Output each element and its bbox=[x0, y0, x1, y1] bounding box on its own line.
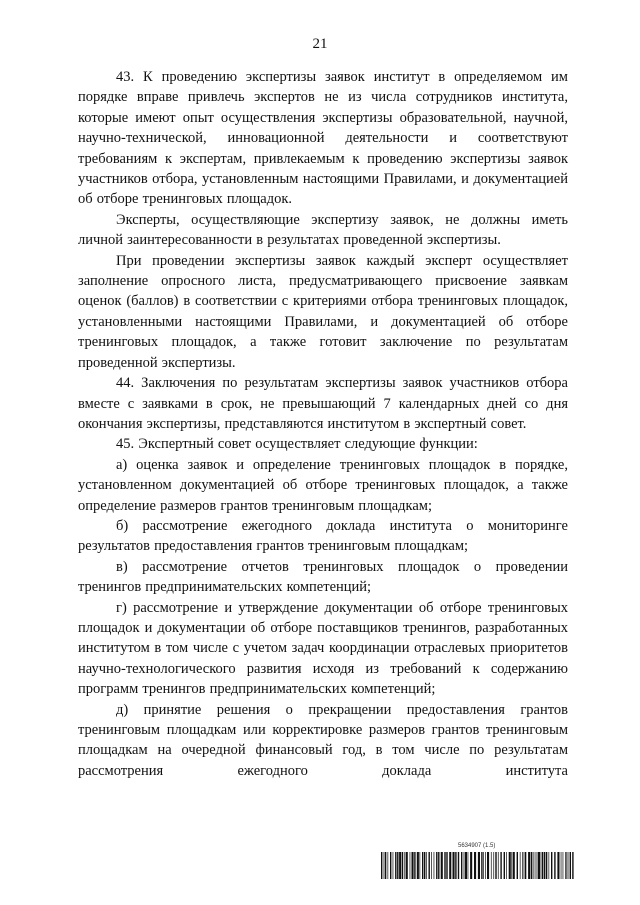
barcode-bar bbox=[493, 852, 494, 879]
barcode-bar bbox=[561, 852, 562, 879]
barcode-bar bbox=[487, 852, 489, 879]
barcode-bar bbox=[538, 852, 540, 879]
barcode-bar bbox=[563, 852, 564, 879]
barcode-bar bbox=[522, 852, 523, 879]
barcode-bar bbox=[412, 852, 414, 879]
barcode-bar bbox=[568, 852, 569, 879]
page-number: 21 bbox=[312, 36, 328, 52]
barcode-bar bbox=[513, 852, 515, 879]
barcode-bar bbox=[422, 852, 423, 879]
barcode-bar bbox=[447, 852, 448, 879]
paragraph-43: 43. К проведению экспертизы заявок институт в определяемом им порядке вправе привлечь экспертов не из числа сотрудников института, которые имеют опыт осуществления экспертизы образовательной, научной, научно-технической, инновационной деятельности и соответствуют требованиям к экспертам, привлекаемым к проведению экспертизы заявок участников отбора, установленным настоящими Правилами, и документацией об отборе тренинговых площадок. bbox=[78, 69, 568, 208]
barcode-bar bbox=[524, 852, 525, 879]
barcode-bar bbox=[565, 852, 566, 879]
barcode-bar bbox=[481, 852, 482, 879]
barcode-bar bbox=[517, 852, 518, 879]
barcode-bar bbox=[509, 852, 511, 879]
barcode-bar bbox=[436, 852, 437, 879]
barcode-bar bbox=[429, 852, 430, 879]
barcode-bar bbox=[384, 852, 385, 879]
barcode-bar bbox=[402, 852, 403, 879]
list-item-g: г) рассмотрение и утверждение документации об отборе тренинговых площадок и документации об отборе поставщиков тренингов, разработанных институтом в том числе с учетом задач координации отраслевых приоритетов научно-технологического развития исходя из требований к содержанию программ тренингов предпринимательских компетенций; bbox=[78, 599, 568, 698]
barcode-bar bbox=[541, 852, 542, 879]
barcode-bar bbox=[478, 852, 480, 879]
barcode-bar bbox=[445, 852, 446, 879]
barcode-bar bbox=[441, 852, 443, 879]
barcode-bar bbox=[404, 852, 405, 879]
barcode-bar bbox=[468, 852, 469, 879]
document-body bbox=[78, 67, 568, 781]
barcode-bar bbox=[434, 852, 435, 879]
barcode-bar bbox=[528, 852, 530, 879]
paragraph-questionnaire: При проведении экспертизы заявок каждый эксперт осуществляет заполнение опросного листа, предусматривающего присвоение заявкам оценок (баллов) в соответствии с критериями отбора тренинговых площадок, установленными настоящими Правилами, и документацией об отборе тренинговых площадок, а также готовит заключение по результатам проведенной экспертизы. bbox=[78, 252, 568, 371]
barcode-bar bbox=[546, 852, 547, 879]
barcode-bar bbox=[495, 852, 496, 879]
barcode-bar bbox=[525, 852, 526, 879]
barcode-bar bbox=[453, 852, 455, 879]
barcode-label: 5634907 (1.5) bbox=[458, 843, 496, 849]
barcode-bar bbox=[491, 852, 492, 879]
barcode-bar bbox=[458, 852, 459, 879]
barcode-bar bbox=[483, 852, 484, 879]
list-item-a: а) оценка заявок и определение тренинговых площадок в порядке, установленном документацией об отборе тренинговых площадок, а также определение размеров грантов тренинговым площадкам; bbox=[78, 456, 568, 514]
barcode-bar bbox=[511, 852, 512, 879]
paragraph-44: 44. Заключения по результатам экспертизы заявок участников отбора вместе с заявками в срок, не превышающий 7 календарных дней со дня окончания экспертизы, представляются институтом в экспертный совет. bbox=[78, 375, 568, 432]
barcode-bar bbox=[461, 852, 462, 879]
barcode-bar bbox=[520, 852, 521, 879]
barcode-bar bbox=[464, 852, 465, 879]
barcode-bar bbox=[424, 852, 425, 879]
barcode-bar bbox=[506, 852, 507, 879]
barcode-bar bbox=[531, 852, 532, 879]
barcode-bar bbox=[544, 852, 545, 879]
paragraph-45: 45. Экспертный совет осуществляет следующие функции: bbox=[116, 436, 478, 453]
barcode-bar bbox=[570, 852, 571, 879]
barcode-bar bbox=[504, 852, 505, 879]
list-item-b: б) рассмотрение ежегодного доклада института о мониторинге результатов предоставления грантов тренинговым площадкам; bbox=[78, 517, 568, 555]
barcode-bar bbox=[498, 852, 499, 879]
barcode-bar bbox=[572, 852, 573, 879]
barcode-bar bbox=[431, 852, 432, 879]
barcode-bar bbox=[395, 852, 396, 879]
barcode-bar bbox=[566, 852, 567, 879]
barcode-bar bbox=[465, 852, 467, 879]
barcode-bar bbox=[455, 852, 456, 879]
barcode-bar bbox=[420, 852, 421, 879]
barcode-bar bbox=[449, 852, 451, 879]
barcode-bar bbox=[390, 852, 391, 879]
list-item-v: в) рассмотрение отчетов тренинговых площадок о проведении тренингов предпринимательских компетенций; bbox=[78, 558, 568, 596]
barcode-bar bbox=[444, 852, 445, 879]
barcode-bar bbox=[399, 852, 401, 879]
barcode-bar bbox=[557, 852, 559, 879]
barcode-bar bbox=[500, 852, 501, 879]
barcode-bar bbox=[414, 852, 415, 879]
barcode-bar bbox=[406, 852, 408, 879]
barcode-icon bbox=[381, 852, 574, 879]
paragraph-experts: Эксперты, осуществляющие экспертизу заявок, не должны иметь личной заинтересованности в результатах проведенной экспертизы. bbox=[78, 211, 568, 249]
list-item-d: д) принятие решения о прекращении предоставления грантов тренинговым площадкам или корректировке размеров грантов тренинговым площадкам на очередной финансовый год, в том числе по результатам рассмотрения ежегодного доклада института bbox=[78, 701, 568, 779]
barcode-bar bbox=[388, 852, 389, 879]
barcode-bar bbox=[426, 852, 427, 879]
barcode-bar bbox=[397, 852, 398, 879]
barcode-bar bbox=[393, 852, 394, 879]
barcode-bar bbox=[551, 852, 552, 879]
barcode-bar bbox=[485, 852, 486, 879]
barcode-bar bbox=[533, 852, 534, 879]
barcode-bar bbox=[410, 852, 411, 879]
barcode-bar bbox=[542, 852, 543, 879]
barcode-bar bbox=[535, 852, 536, 879]
barcode-bar bbox=[470, 852, 472, 879]
barcode-bar bbox=[474, 852, 476, 879]
barcode-bar bbox=[385, 852, 386, 879]
barcode-bar bbox=[537, 852, 538, 879]
barcode-bar bbox=[549, 852, 550, 879]
barcode-bar bbox=[554, 852, 555, 879]
barcode-bar bbox=[417, 852, 419, 879]
barcode-bar bbox=[381, 852, 382, 879]
barcode-bar bbox=[438, 852, 439, 879]
